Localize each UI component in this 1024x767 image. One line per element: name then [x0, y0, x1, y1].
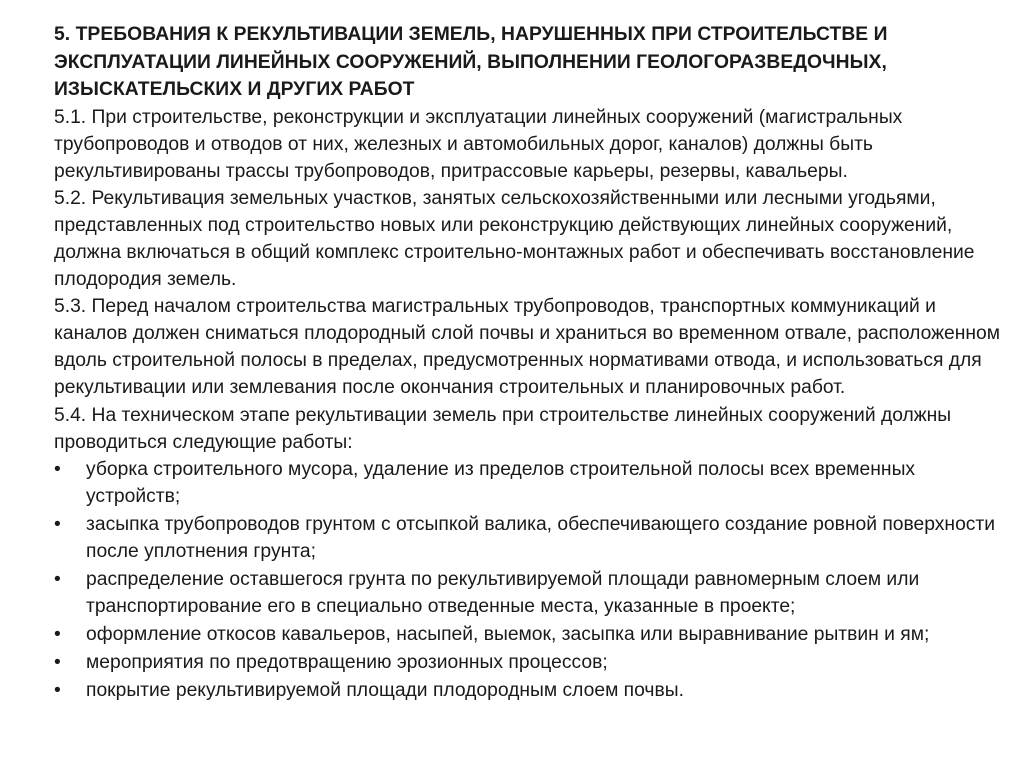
- list-item-text: оформление откосов кавальеров, насыпей, выемок, засыпка или выравнивание рытвин и ям;: [86, 624, 930, 646]
- bullet-icon: •: [54, 652, 61, 674]
- list-item: [54, 511, 1009, 565]
- section-heading: 5. ТРЕБОВАНИЯ К РЕКУЛЬТИВАЦИИ ЗЕМЕЛЬ, НАРУШЕННЫХ ПРИ СТРОИТЕЛЬСТВЕ И ЭКСПЛУАТАЦИИ ЛИНЕЙНЫХ СООРУЖЕНИЙ, ВЫПОЛНЕНИИ ГЕОЛОГОРАЗВЕДОЧНЫХ, ИЗЫСКАТЕЛЬСКИХ И ДРУГИХ РАБОТ: [54, 24, 888, 100]
- paragraph-5-1: 5.1. При строительстве, реконструкции и эксплуатации линейных сооружений (магистральных трубопроводов и отводов от них, железных и автомобильных дорог, каналов) должны быть рекультивированы трассы трубопроводов, притрассовые карьеры, резервы, кавальеры.: [54, 106, 903, 182]
- paragraph-5-3: 5.3. Перед началом строительства магистральных трубопроводов, транспортных коммуникаций и каналов должен сниматься плодородный слой почвы и храниться во временном отвале, расположенном вдоль строительной полосы в пределах, предусмотренных нормативами отвода, и использоваться для рекультивации или землевания после окончания строительных и планировочных работ.: [54, 296, 1001, 399]
- list-item: [54, 566, 1009, 620]
- bullet-icon: •: [54, 624, 61, 646]
- list-item-text: засыпка трубопроводов грунтом с отсыпкой валика, обеспечивающего создание ровной поверхности после уплотнения грунта;: [86, 513, 996, 562]
- paragraph-5-2: 5.2. Рекультивация земельных участков, занятых сельскохозяйственными или лесными угодьями, представленных под строительство новых или реконструкцию действующих линейных сооружений, должна включаться в общий комплекс строительно-монтажных работ и обеспечивать восстановление плодородия земель.: [54, 187, 975, 291]
- paragraph-5-4: 5.4. На техническом этапе рекультивации земель при строительстве линейных сооружений должны проводиться следующие работы:: [54, 404, 952, 453]
- list-item-text: мероприятия по предотвращению эрозионных процессов;: [86, 652, 608, 674]
- list-item-text: распределение оставшегося грунта по рекультивируемой площади равномерным слоем или транспортирование его в специально отведенные места, указанные в проекте;: [86, 569, 920, 618]
- list-item: [54, 649, 1009, 676]
- bullet-icon: •: [54, 569, 61, 591]
- bullet-icon: •: [54, 458, 61, 480]
- list-item-text: уборка строительного мусора, удаление из пределов строительной полосы всех временных устройств;: [86, 458, 916, 507]
- list-item-text: покрытие рекультивируемой площади плодородным слоем почвы.: [86, 680, 684, 702]
- bullet-icon: •: [54, 680, 61, 702]
- bullet-icon: •: [54, 513, 61, 535]
- list-item: [54, 621, 1009, 648]
- list-item: [54, 677, 1009, 704]
- document-body: [54, 21, 1009, 705]
- works-list: [54, 456, 1009, 705]
- list-item: [54, 456, 1009, 510]
